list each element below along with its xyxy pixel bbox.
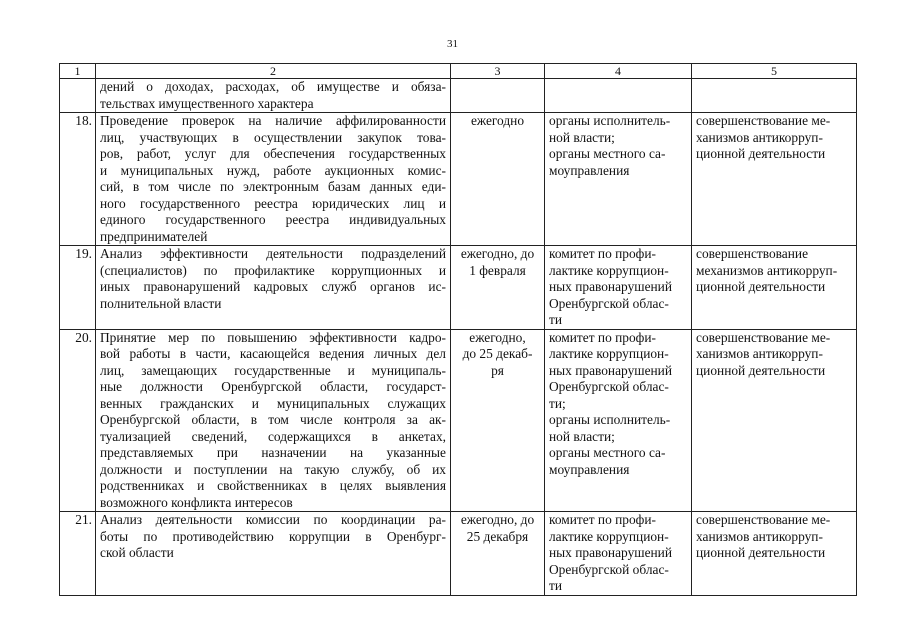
- responsible-executors: [545, 79, 692, 113]
- measure-description: [96, 113, 451, 246]
- text-line: совершенствование: [696, 246, 809, 261]
- text-line: ежегодно, до: [460, 512, 535, 527]
- row-number: 18.: [60, 113, 96, 246]
- responsible-executors: [545, 246, 692, 330]
- text-line: 1 февраля: [469, 262, 526, 278]
- row-number: [60, 79, 96, 113]
- text-line: возможного конфликта интересов: [100, 494, 293, 510]
- execution-term: [451, 79, 545, 113]
- expected-result: [692, 512, 857, 596]
- row-number: 19.: [60, 246, 96, 330]
- text-line: Проведение проверок на наличие аффилированности: [100, 113, 446, 128]
- text-line: предпринимателей: [100, 228, 208, 244]
- text-line: органы местного са-: [549, 445, 666, 460]
- column-header: 4: [545, 64, 692, 79]
- text-line: ежегодно: [470, 113, 525, 128]
- text-line: ных правонарушений: [549, 362, 673, 378]
- text-line: ной власти;: [549, 428, 615, 444]
- text-line: ежегодно, до: [460, 246, 535, 261]
- text-line: совершенствование ме-: [696, 113, 831, 128]
- measure-description: [96, 79, 451, 113]
- text-line: Принятие мер по повышению эффективности кадро-: [100, 329, 446, 345]
- expected-result: [692, 113, 857, 246]
- text-line: моуправления: [549, 461, 630, 477]
- text-line: Оренбургской облас-: [549, 561, 669, 577]
- text-line: совершенствование ме-: [696, 512, 831, 527]
- text-line: лиц, участвующих в осуществлении закупок това-: [100, 129, 446, 145]
- text-line: ционной деятельности: [696, 146, 826, 161]
- measure-description: [96, 329, 451, 512]
- measure-description: [96, 246, 451, 330]
- text-line: сий, в том числе по электронным базам данных еди-: [100, 179, 446, 194]
- text-line: органы исполнитель-: [549, 113, 671, 128]
- expected-result: [692, 246, 857, 330]
- column-header: 5: [692, 64, 857, 79]
- text-line: родственниках и свойственниках в целях выявления: [100, 478, 446, 493]
- text-line: вой работы в части, касающейся ведения личных дел: [100, 346, 446, 361]
- text-line: представляемых при назначении на указанные: [100, 445, 446, 460]
- text-line: комитет по профи-: [549, 246, 656, 261]
- text-line: механизмов антикорруп-: [696, 262, 838, 278]
- column-header: 1: [60, 64, 96, 79]
- expected-result: [692, 329, 857, 512]
- text-line: до 25 декаб-: [462, 346, 533, 361]
- text-line: ежегодно,: [469, 329, 526, 345]
- text-line: боты по противодействию коррупции в Оренбург-: [100, 528, 446, 544]
- text-line: тельствах имущественного характера: [100, 95, 314, 111]
- responsible-executors: [545, 329, 692, 512]
- text-line: ской области: [100, 545, 174, 560]
- text-line: дений о доходах, расходах, об имуществе и обяза-: [100, 79, 446, 94]
- text-line: ционной деятельности: [696, 279, 826, 294]
- text-line: ных правонарушений: [549, 545, 673, 560]
- text-line: органы исполнитель-: [549, 412, 671, 427]
- text-line: венных гражданских и муниципальных служащих: [100, 395, 446, 411]
- responsible-executors: [545, 113, 692, 246]
- table-row: [60, 512, 857, 596]
- text-line: ного государственного реестра юридических лиц и: [100, 195, 446, 211]
- text-line: Оренбургской облас-: [549, 379, 669, 394]
- text-line: лиц, замещающих государственные и муниципаль-: [100, 362, 446, 378]
- text-line: туализацией сведений, содержащихся в анкетах,: [100, 428, 446, 444]
- text-line: ти: [549, 312, 563, 327]
- text-line: Оренбургской облас-: [549, 295, 669, 311]
- table-row: [60, 329, 857, 512]
- execution-term: [451, 246, 545, 330]
- responsible-executors: [545, 512, 692, 596]
- table-row: [60, 246, 857, 330]
- row-number: 21.: [60, 512, 96, 596]
- text-line: должности и поступлении на такую службу, об их: [100, 461, 446, 477]
- text-line: лактике коррупцион-: [549, 262, 669, 278]
- text-line: ря: [491, 362, 504, 378]
- text-line: органы местного са-: [549, 146, 666, 161]
- text-line: ханизмов антикорруп-: [696, 346, 823, 361]
- text-line: комитет по профи-: [549, 512, 656, 527]
- text-line: Анализ эффективности деятельности подразделений: [100, 246, 446, 261]
- column-header: 2: [96, 64, 451, 79]
- page-number: 31: [447, 38, 458, 50]
- text-line: ной власти;: [549, 129, 615, 145]
- expected-result: [692, 79, 857, 113]
- text-line: Оренбургской области, в том числе контроля за ак-: [100, 412, 446, 427]
- text-line: ханизмов антикорруп-: [696, 528, 823, 544]
- measure-description: [96, 512, 451, 596]
- text-line: ционной деятельности: [696, 545, 826, 560]
- text-line: ханизмов антикорруп-: [696, 129, 823, 145]
- column-header: 3: [451, 64, 545, 79]
- text-line: единого государственного реестра индивидуальных: [100, 212, 446, 227]
- table-header-row: [60, 64, 857, 79]
- text-line: (специалистов) по профилактике коррупционных и: [100, 262, 446, 278]
- text-line: ров, работ, услуг для обеспечения государственных: [100, 146, 446, 161]
- text-line: полнительной власти: [100, 295, 222, 311]
- text-line: 25 декабря: [466, 528, 529, 544]
- text-line: ционной деятельности: [696, 362, 826, 378]
- text-line: моуправления: [549, 162, 630, 178]
- text-line: ти;: [549, 395, 566, 411]
- measures-table: [59, 63, 857, 596]
- text-line: иных правонарушений кадровых служб органов ис-: [100, 279, 446, 294]
- text-line: совершенствование ме-: [696, 329, 831, 345]
- text-line: лактике коррупцион-: [549, 346, 669, 361]
- table-row: [60, 113, 857, 246]
- text-line: лактике коррупцион-: [549, 528, 669, 544]
- table-row: [60, 79, 857, 113]
- text-line: ных правонарушений: [549, 279, 673, 294]
- execution-term: [451, 113, 545, 246]
- text-line: и муниципальных нужд, работе аукционных комис-: [100, 162, 446, 178]
- text-line: комитет по профи-: [549, 329, 656, 345]
- text-line: ные должности Оренбургской области, государст-: [100, 379, 446, 394]
- text-line: Анализ деятельности комиссии по координации ра-: [100, 512, 446, 527]
- text-line: ти: [549, 578, 563, 593]
- row-number: 20.: [60, 329, 96, 512]
- execution-term: [451, 512, 545, 596]
- execution-term: [451, 329, 545, 512]
